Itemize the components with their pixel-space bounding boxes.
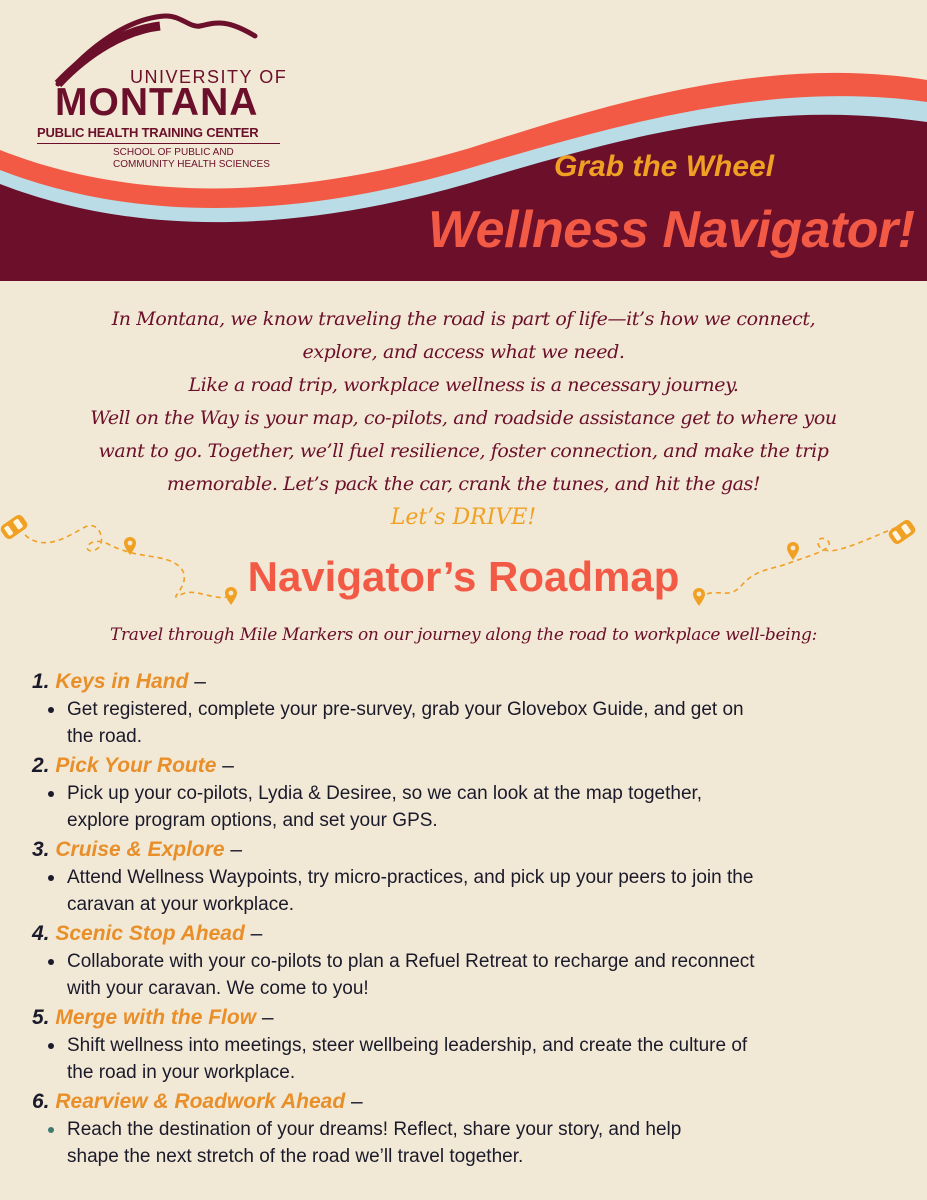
mile-marker-heading: 1. Keys in Hand – [32,670,206,693]
roadmap-subtitle: Travel through Mile Markers on our journey along the road to workplace well-being: [109,625,818,645]
call-to-action: Let’s DRIVE! [390,505,537,530]
mile-marker-detail: Pick up your co-pilots, Lydia & Desiree, so we can look at the map together, explore program options, and set your GPS. [32,780,892,834]
logo-divider [37,143,280,144]
mile-marker-heading: 5. Merge with the Flow – [32,1006,274,1029]
mile-marker-list [32,668,892,1172]
logo-university-of: UNIVERSITY OF [130,67,288,87]
intro-line: Like a road trip, workplace wellness is a necessary journey. [188,374,739,396]
mile-marker-heading: 3. Cruise & Explore – [32,838,243,861]
header-banner [0,0,927,281]
mile-marker-heading: 6. Rearview & Roadwork Ahead – [32,1090,363,1113]
car-icon [0,513,29,541]
mile-marker-heading: 2. Pick Your Route – [32,754,234,777]
mile-marker-detail: Collaborate with your co-pilots to plan a Refuel Retreat to recharge and reconnect with your caravan. We come to you! [32,948,892,1002]
header-kicker: Grab the Wheel [554,150,775,183]
mile-marker-detail: Attend Wellness Waypoints, try micro-practices, and pick up your peers to join the caravan at your workplace. [32,864,892,918]
intro-paragraph [40,303,887,501]
car-icon [887,518,917,546]
bullet-icon [48,707,54,713]
mile-marker [32,752,892,834]
mile-marker-detail: Reach the destination of your dreams! Reflect, share your story, and help shape the next stretch of the road we’ll travel together. [32,1116,892,1170]
mile-marker-heading: 4. Scenic Stop Ahead – [32,922,263,945]
page-title: Wellness Navigator! [428,201,915,259]
mile-marker [32,668,892,750]
bullet-icon [48,1127,54,1133]
mile-marker [32,836,892,918]
intro-line: In Montana, we know traveling the road is part of life—it’s how we connect, [111,308,816,330]
mile-marker [32,1004,892,1086]
bullet-icon [48,791,54,797]
intro-line: memorable. Let’s pack the car, crank the tunes, and hit the gas! [166,473,761,495]
logo-montana: MONTANA [55,81,259,124]
bullet-icon [48,875,54,881]
mile-marker [32,920,892,1002]
mile-marker-detail: Shift wellness into meetings, steer wellbeing leadership, and create the culture of the road in your workplace. [32,1032,892,1086]
bullet-icon [48,959,54,965]
mile-marker-detail: Get registered, complete your pre-survey, grab your Glovebox Guide, and get on the road. [32,696,892,750]
logo-center-name: PUBLIC HEALTH TRAINING CENTER [37,125,259,140]
logo-school-name: SCHOOL OF PUBLIC AND COMMUNITY HEALTH SCIENCES [113,147,270,170]
mile-marker [32,1088,892,1170]
intro-line: want to go. Together, we’ll fuel resilience, foster connection, and make the trip [98,440,829,462]
intro-line: Well on the Way is your map, co-pilots, and roadside assistance get to where you [90,407,837,429]
university-logo [30,10,290,180]
roadmap-title: Navigator’s Roadmap [247,553,680,600]
bullet-icon [48,1043,54,1049]
intro-line: explore, and access what we need. [302,341,625,363]
